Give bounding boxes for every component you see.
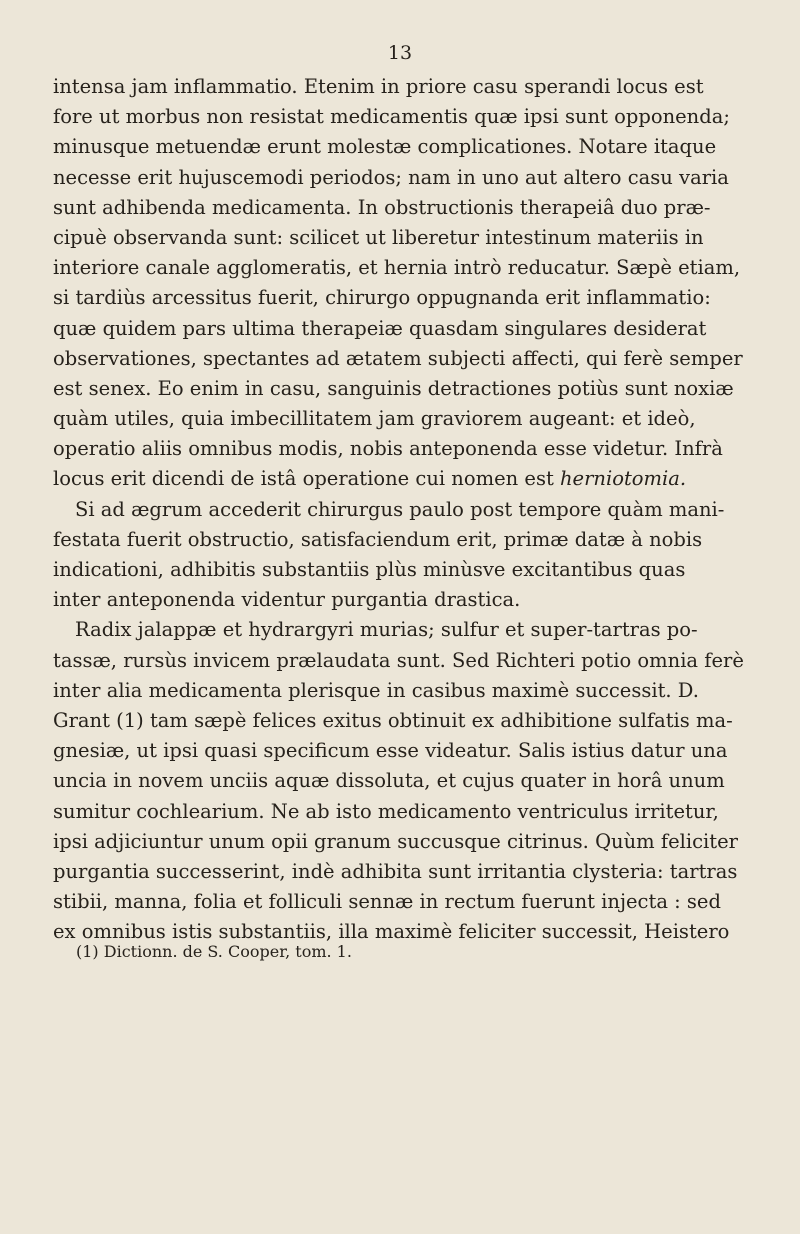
body-text <box>53 72 744 947</box>
text-line: uncia in novem unciis aquæ dissoluta, et cujus quater in horâ unum <box>53 769 725 793</box>
text-line: tassæ, rursùs invicem prælaudata sunt. Sed Richteri potio omnia ferè <box>53 648 744 672</box>
text-line: operatio aliis omnibus modis, nobis anteponenda esse videtur. Infrà <box>53 437 723 461</box>
text-line: sumitur cochlearium. Ne ab isto medicamento ventriculus irritetur, <box>53 799 719 823</box>
paragraph-start-line: Si ad ægrum accederit chirurgus paulo post tempore quàm mani- <box>75 497 725 521</box>
text-line: fore ut morbus non resistat medicamentis quæ ipsi sunt opponenda; <box>53 105 730 129</box>
text-line: ex omnibus istis substantiis, illa maximè feliciter successit, Heistero <box>53 920 730 944</box>
text-line: observationes, spectantes ad ætatem subjecti affecti, qui ferè semper <box>53 346 743 370</box>
text-line: quàm utiles, quia imbecillitatem jam graviorem augeant: et ideò, <box>53 407 696 431</box>
text-line: indicationi, adhibitis substantiis plùs minùsve excitantibus quas <box>53 558 686 581</box>
text-line: locus erit dicendi de istâ operatione cui nomen est <box>53 467 554 491</box>
text-line: necesse erit hujuscemodi periodos; nam in uno aut altero casu varia <box>53 165 729 189</box>
text-line: purgantia successerint, indè adhibita sunt irritantia clysteria: tartras <box>53 859 738 883</box>
text-line-with-term <box>53 464 687 494</box>
text-line: festata fuerit obstructio, satisfaciendum erit, primæ datæ à nobis <box>53 527 703 551</box>
text-line: si tardiùs arcessitus fuerit, chirurgo oppugnanda erit inflammatio: <box>53 286 711 310</box>
text-line: est senex. Eo enim in casu, sanguinis detractiones potiùs sunt noxiæ <box>53 376 734 400</box>
text-line: minusque metuendæ erunt molestæ complicationes. Notare itaque <box>53 135 717 159</box>
paragraph-start-line: Radix jalappæ et hydrargyri murias; sulfur et super-tartras po- <box>75 618 698 642</box>
text-line: intensa jam inflammatio. Etenim in priore casu sperandi locus est <box>53 75 704 98</box>
page-number: 13 <box>387 42 413 64</box>
text-line: gnesiæ, ut ipsi quasi specificum esse videatur. Salis istius datur una <box>53 739 728 763</box>
text-line: interiore canale agglomeratis, et hernia intrò reducatur. Sæpè etiam, <box>53 256 741 280</box>
text-line: stibii, manna, folia et folliculi sennæ in rectum fuerunt injecta : sed <box>53 890 721 914</box>
text-line: ipsi adjiciuntur unum opii granum succusque citrinus. Quùm feliciter <box>53 829 738 853</box>
text-line: cipuè observanda sunt: scilicet ut liberetur intestinum materiis in <box>53 225 704 249</box>
paragraph-end-line: inter anteponenda videntur purgantia drastica. <box>53 588 521 612</box>
italic-term: herniotomia. <box>560 467 687 491</box>
text-line: quæ quidem pars ultima therapeiæ quasdam singulares desiderat <box>53 316 707 340</box>
text-line: sunt adhibenda medicamenta. In obstructionis therapeiâ duo præ- <box>53 195 711 219</box>
footnote: (1) Dictionn. de S. Cooper, tom. 1. <box>76 942 352 961</box>
text-line: Grant (1) tam sæpè felices exitus obtinuit ex adhibitione sulfatis ma- <box>53 708 733 732</box>
text-line: inter alia medicamenta plerisque in casibus maximè successit. D. <box>53 678 699 702</box>
